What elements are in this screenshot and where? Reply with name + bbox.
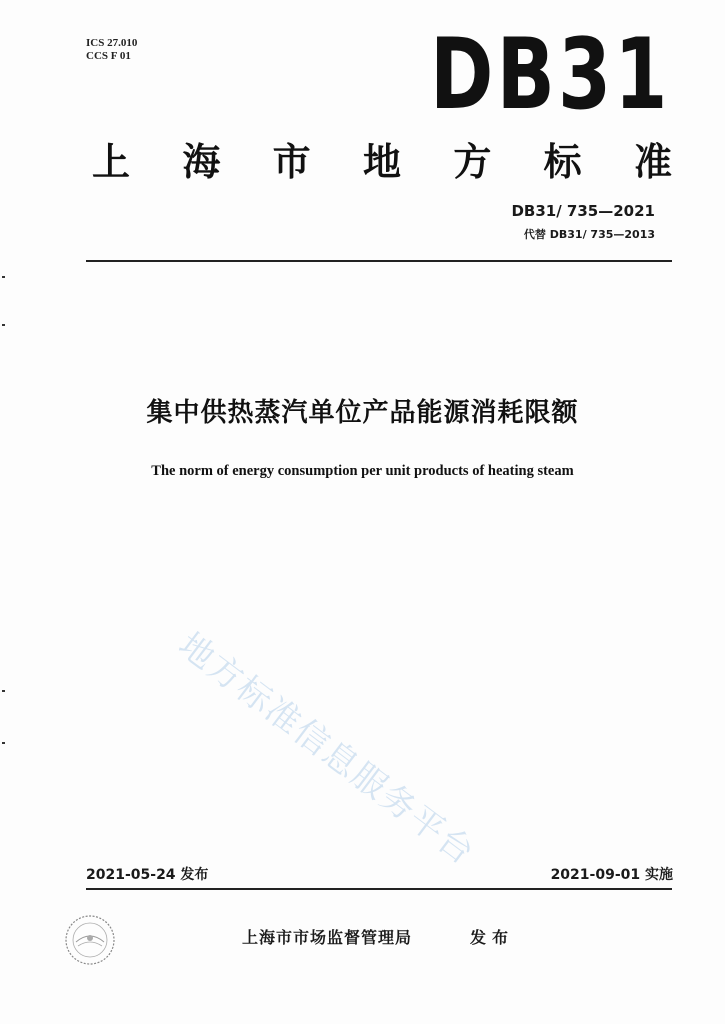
issued-label: 发布 xyxy=(470,928,515,947)
db31-logo: DB31 xyxy=(430,18,671,132)
replaces-standard: 代替 DB31/ 735—2013 xyxy=(523,228,655,241)
standard-type-char: 市 xyxy=(272,140,311,184)
release-date: 2021-05-24 发布 xyxy=(86,867,209,883)
edge-mark xyxy=(2,324,5,326)
standard-type-char: 准 xyxy=(633,140,672,184)
official-seal-icon xyxy=(62,912,118,968)
implementation-date: 2021-09-01 实施 xyxy=(550,867,673,883)
standard-type-title xyxy=(92,140,672,184)
edge-mark xyxy=(2,690,5,692)
issuing-authority: 上海市市场监督管理局 xyxy=(242,928,413,947)
bottom-divider xyxy=(86,888,672,890)
standard-number: DB31/ 735—2021 xyxy=(511,202,655,220)
standard-type-char: 地 xyxy=(362,140,401,184)
ccs-code: CCS F 01 xyxy=(86,50,131,62)
edge-mark xyxy=(2,276,5,278)
top-divider xyxy=(86,260,672,262)
edge-mark xyxy=(2,742,5,744)
standard-type-char: 海 xyxy=(182,140,221,184)
standard-type-char: 方 xyxy=(453,140,492,184)
ics-code: ICS 27.010 xyxy=(86,37,138,49)
classification-codes xyxy=(86,37,137,63)
watermark: 地方标准信息服务平台 xyxy=(170,625,483,874)
document-title-english: The norm of energy consumption per unit products of heating steam xyxy=(151,463,574,479)
document-title-chinese: 集中供热蒸汽单位产品能源消耗限额 xyxy=(146,398,579,428)
standard-type-char: 上 xyxy=(92,140,131,184)
standard-type-char: 标 xyxy=(543,140,582,184)
